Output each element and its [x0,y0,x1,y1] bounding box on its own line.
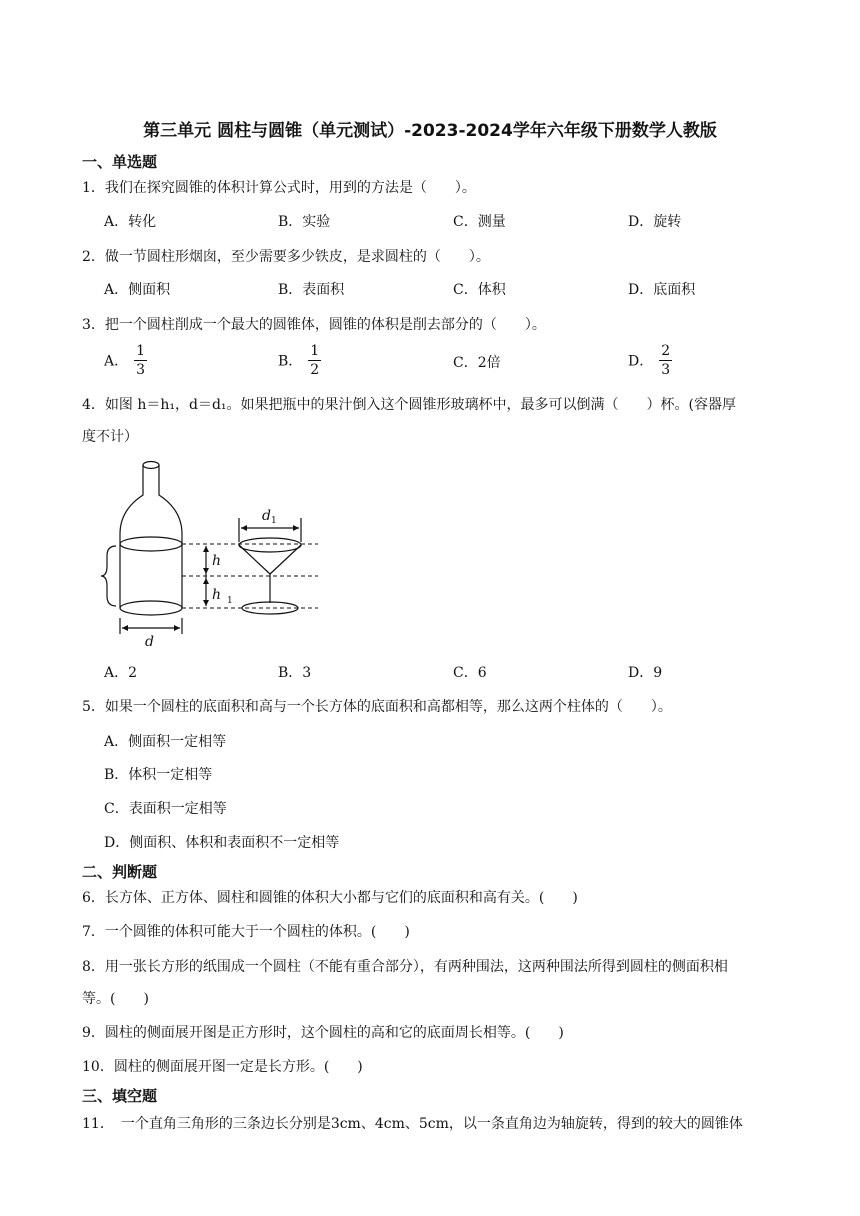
option-d: D．侧面积、体积和表面积不一定相等 [104,835,340,851]
option-b: B．实验 [278,214,331,230]
question-1: 1．我们在探究圆锥的体积计算公式时，用到的方法是（ ）。 [82,180,476,196]
option-c: C．体积 [453,282,506,298]
option-b-label: B． [278,353,303,370]
question-3-options [104,342,824,386]
arrowhead [241,525,247,531]
bottle-cylinder-top [120,537,182,551]
question-9: 9．圆柱的侧面展开图是正方形时，这个圆柱的高和它的底面周长相等。( ) [82,1025,564,1041]
page-title: 第三单元 圆柱与圆锥（单元测试）-2023-2024学年六年级下册数学人教版 [143,121,717,141]
glass-rim [239,538,301,552]
fraction-denominator: 2 [310,362,320,378]
label-h1: h $_1$ [212,587,233,606]
option-a-label: A． [104,353,129,370]
question-1-options [104,211,824,235]
section-heading-fill-in: 三、填空题 [82,1087,158,1105]
question-2-options [104,279,824,303]
option-a [104,342,147,379]
option-d: D．底面积 [628,282,696,298]
option-b: B．表面积 [278,282,345,298]
question-3: 3．把一个圆柱削成一个最大的圆锥体，圆锥的体积是削去部分的（ ）。 [82,317,546,333]
arrowhead [203,546,209,552]
option-a: A．侧面积一定相等 [104,734,227,750]
section-heading-true-false: 二、判断题 [82,863,158,881]
bottle-base [120,601,182,615]
question-8-line-2: 等。( ) [82,991,149,1007]
option-d: D．9 [628,665,663,681]
option-d-label: D． [628,353,654,370]
question-10: 10．圆柱的侧面展开图一定是长方形。( ) [82,1059,363,1075]
fraction-numerator: 1 [310,343,320,359]
fraction-denominator: 3 [661,362,671,378]
option-a: A．转化 [104,214,157,230]
question-4-options [104,662,824,686]
option-c: C．6 [453,665,487,681]
arrowhead [203,600,209,606]
label-d: d [145,634,154,650]
label-h: h [212,553,222,569]
fraction-one-third [134,342,147,379]
option-c: C．表面积一定相等 [104,801,227,817]
option-b: B．体积一定相等 [104,767,213,783]
option-b: B．3 [278,665,312,681]
fraction-two-thirds [659,342,672,379]
fraction-one-half [308,342,321,379]
option-d [628,342,672,379]
question-4-line-2: 度不计） [82,429,138,445]
arrowhead [174,625,180,631]
option-a: A．侧面积 [104,282,171,298]
section-heading-single-choice: 一、单选题 [82,153,158,171]
option-c: C．测量 [453,214,506,230]
option-c: C．2倍 [453,355,501,371]
fraction-denominator: 3 [136,362,146,378]
option-b [278,342,321,379]
fraction-numerator: 1 [136,343,146,359]
arrowhead [293,525,299,531]
option-d: D．旋转 [628,214,682,230]
left-brace [101,546,116,606]
glass-cone [239,545,301,574]
option-a: A．2 [104,665,138,681]
bottle-and-cone-glass-figure [98,458,328,650]
question-7: 7．一个圆锥的体积可能大于一个圆柱的体积。( ) [82,924,410,940]
label-d1: $d_1$ [262,508,277,526]
question-6: 6．长方体、正方体、圆柱和圆锥的体积大小都与它们的底面积和高有关。( ) [82,890,578,906]
bottle-neck-top [143,462,159,469]
fraction-numerator: 2 [661,343,671,359]
question-2: 2．做一节圆柱形烟囱，至少需要多少铁皮，是求圆柱的（ ）。 [82,249,490,265]
arrowhead [203,568,209,574]
question-11: 11． 一个直角三角形的三条边长分别是3cm、4cm、5cm，以一条直角边为轴旋转，得到的较大的圆锥体 [82,1116,743,1132]
question-4-line-1: 4．如图 h＝h₁，d＝d₁。如果把瓶中的果汁倒入这个圆锥形玻璃杯中，最多可以倒满（ ）杯。(容器厚 [82,397,736,413]
question-8-line-1: 8．用一张长方形的纸围成一个圆柱（不能有重合部分），有两种围法，这两种围法所得到圆柱的侧面积相 [82,959,728,975]
arrowhead [122,625,128,631]
question-5: 5．如果一个圆柱的底面积和高与一个长方体的底面积和高都相等，那么这两个柱体的（ ）。 [82,699,672,715]
arrowhead [203,578,209,584]
